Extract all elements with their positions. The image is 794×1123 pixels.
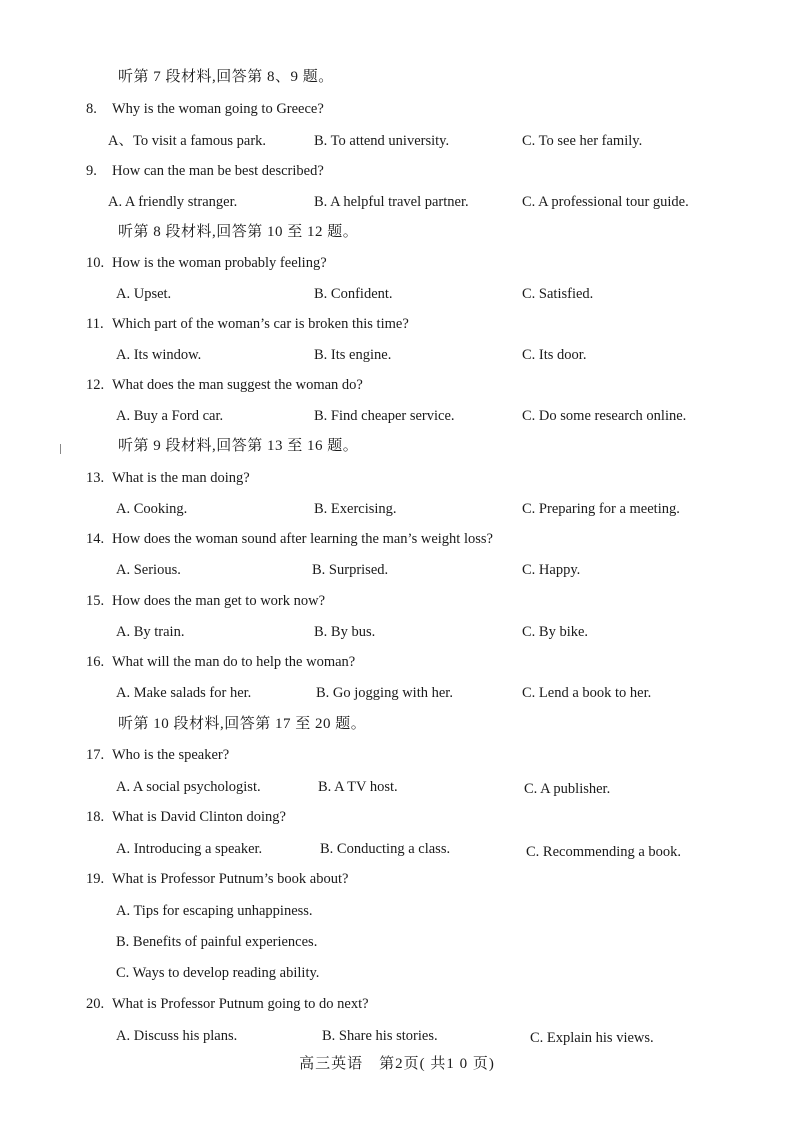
q9-option-a: A. A friendly stranger.	[108, 194, 238, 210]
q11-option-b: B. Its engine.	[314, 347, 392, 363]
q15-option-c: C. By bike.	[522, 624, 589, 640]
q8-option-c: C. To see her family.	[522, 133, 643, 149]
q18-option-b: B. Conducting a class.	[320, 841, 451, 857]
q15-option-b: B. By bus.	[314, 624, 376, 640]
q19-option-a: A. Tips for escaping unhappiness.	[116, 903, 313, 919]
q10-option-a: A. Upset.	[116, 286, 172, 302]
q12-option-b: B. Find cheaper service.	[314, 408, 455, 424]
q10-option-b: B. Confident.	[314, 286, 393, 302]
q20-option-c: C. Explain his views.	[530, 1030, 654, 1046]
q12-option-c: C. Do some research online.	[522, 408, 687, 424]
question-number: 13.	[86, 470, 105, 486]
question-number: 18.	[86, 809, 105, 825]
section-heading-9: 听第 9 段材料,回答第 13 至 16 题。	[118, 438, 359, 454]
q18-option-c: C. Recommending a book.	[526, 844, 682, 860]
q8-option-a: A、To visit a famous park.	[108, 133, 267, 149]
question-number: 8.	[86, 101, 97, 117]
section-heading-7: 听第 7 段材料,回答第 8、9 题。	[118, 69, 334, 85]
question-text: What does the man suggest the woman do?	[112, 377, 363, 393]
section-heading-8: 听第 8 段材料,回答第 10 至 12 题。	[118, 224, 359, 240]
question-text: What will the man do to help the woman?	[112, 654, 356, 670]
question-13	[86, 469, 250, 487]
q10-option-c: C. Satisfied.	[522, 286, 594, 302]
q18-option-a: A. Introducing a speaker.	[116, 841, 263, 857]
question-text: What is Professor Putnum’s book about?	[112, 871, 349, 887]
question-number: 10.	[86, 255, 105, 271]
question-text: How does the man get to work now?	[112, 593, 326, 609]
q20-option-a: A. Discuss his plans.	[116, 1028, 238, 1044]
q15-option-a: A. By train.	[116, 624, 185, 640]
question-number: 11.	[86, 316, 104, 332]
q17-option-c: C. A publisher.	[524, 781, 611, 797]
q11-option-c: C. Its door.	[522, 347, 587, 363]
q14-option-b: B. Surprised.	[312, 562, 389, 578]
q17-option-a: A. A social psychologist.	[116, 779, 261, 795]
question-15	[86, 592, 325, 610]
q13-option-b: B. Exercising.	[314, 501, 397, 517]
question-11	[86, 315, 409, 333]
question-17	[86, 746, 229, 764]
question-16	[86, 653, 355, 671]
question-12	[86, 376, 363, 394]
question-number: 16.	[86, 654, 105, 670]
question-text: How does the woman sound after learning the man’s weight loss?	[112, 531, 493, 547]
question-20	[86, 995, 369, 1013]
q16-option-b: B. Go jogging with her.	[316, 685, 453, 701]
question-text: What is Professor Putnum going to do next?	[112, 996, 369, 1012]
question-10	[86, 254, 327, 272]
q12-option-a: A. Buy a Ford car.	[116, 408, 224, 424]
q13-option-a: A. Cooking.	[116, 501, 188, 517]
q9-option-c: C. A professional tour guide.	[522, 194, 689, 210]
q16-option-c: C. Lend a book to her.	[522, 685, 652, 701]
q14-option-a: A. Serious.	[116, 562, 181, 578]
q9-option-b: B. A helpful travel partner.	[314, 194, 469, 210]
question-number: 20.	[86, 996, 105, 1012]
q20-option-b: B. Share his stories.	[322, 1028, 438, 1044]
q8-option-b: B. To attend university.	[314, 133, 450, 149]
question-8	[86, 100, 324, 118]
question-number: 12.	[86, 377, 105, 393]
q13-option-c: C. Preparing for a meeting.	[522, 501, 680, 517]
question-text: What is David Clinton doing?	[112, 809, 286, 825]
scan-mark	[60, 444, 61, 454]
question-text: How can the man be best described?	[112, 163, 324, 179]
q19-option-c: C. Ways to develop reading ability.	[116, 965, 320, 981]
question-19	[86, 870, 348, 888]
q19-option-b: B. Benefits of painful experiences.	[116, 934, 318, 950]
section-heading-10: 听第 10 段材料,回答第 17 至 20 题。	[118, 716, 367, 732]
page-footer: 高三英语 第2页( 共1 0 页)	[299, 1056, 495, 1072]
question-number: 14.	[86, 531, 105, 547]
question-9	[86, 162, 324, 180]
q14-option-c: C. Happy.	[522, 562, 581, 578]
question-number: 17.	[86, 747, 105, 763]
question-text: What is the man doing?	[112, 470, 250, 486]
q11-option-a: A. Its window.	[116, 347, 202, 363]
question-text: Who is the speaker?	[112, 747, 230, 763]
question-number: 15.	[86, 593, 105, 609]
question-number: 9.	[86, 163, 97, 179]
question-text: How is the woman probably feeling?	[112, 255, 327, 271]
question-text: Which part of the woman’s car is broken this time?	[112, 316, 409, 332]
question-18	[86, 808, 286, 826]
question-14	[86, 530, 493, 548]
question-number: 19.	[86, 871, 105, 887]
question-text: Why is the woman going to Greece?	[112, 101, 324, 117]
q16-option-a: A. Make salads for her.	[116, 685, 252, 701]
q17-option-b: B. A TV host.	[318, 779, 398, 795]
